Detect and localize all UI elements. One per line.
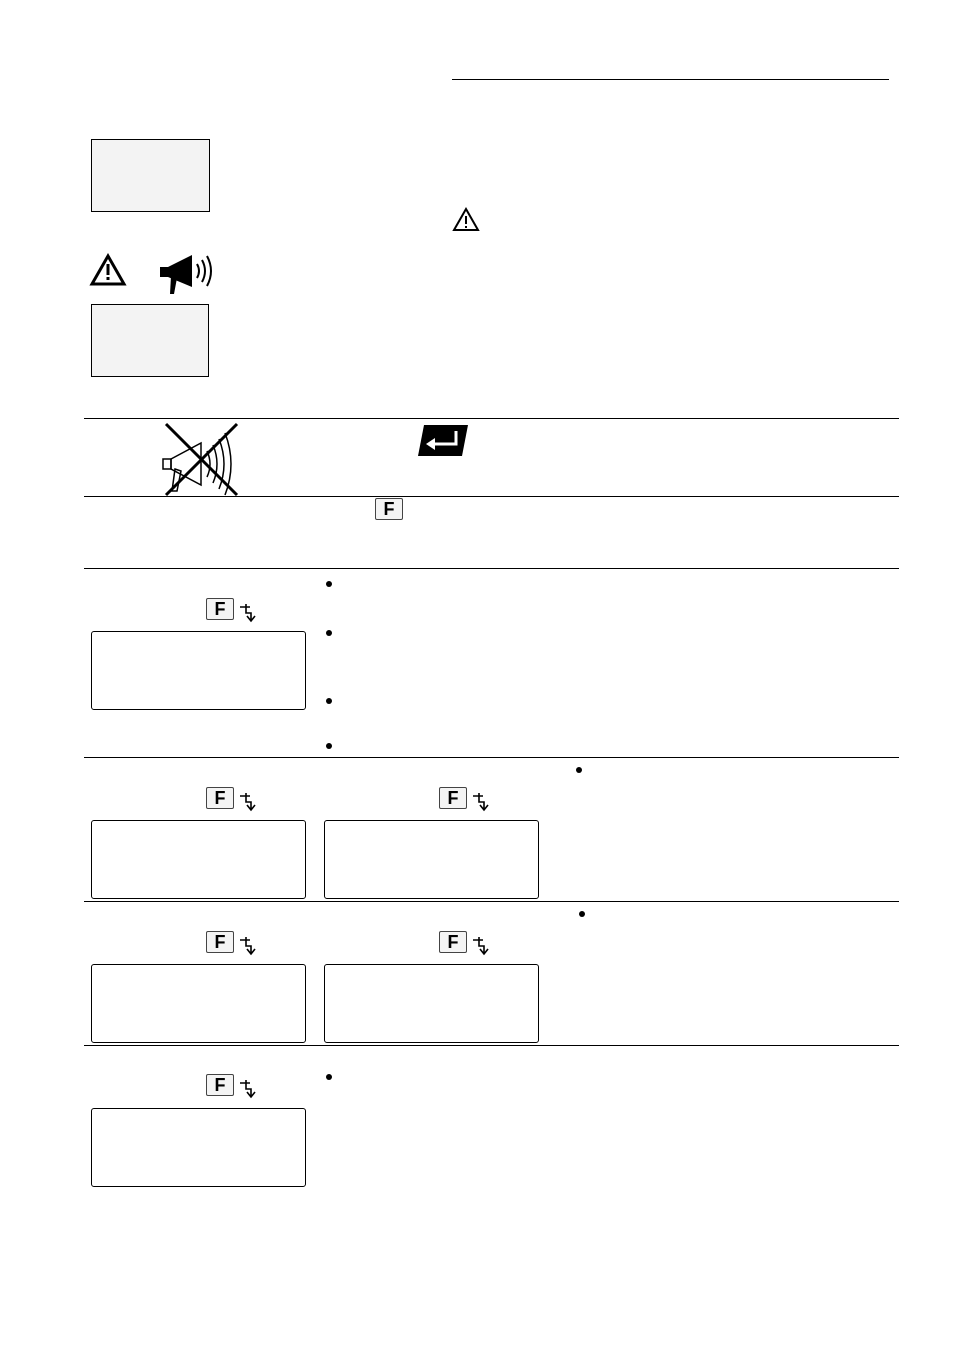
- function-key: F: [206, 598, 234, 620]
- function-key: F: [206, 931, 234, 953]
- enter-key-icon: [418, 425, 468, 456]
- step-arrow-icon: [238, 1079, 260, 1099]
- warning-triangle-icon: [89, 253, 127, 287]
- lcd-display: [91, 1108, 306, 1187]
- lcd-display: [324, 820, 539, 899]
- function-key: F: [439, 787, 467, 809]
- list-bullet: [579, 911, 585, 917]
- list-bullet: [326, 630, 332, 636]
- display-box-warning: [91, 304, 209, 377]
- list-bullet: [326, 581, 332, 587]
- step-arrow-icon: [238, 792, 260, 812]
- warning-triangle-icon: [452, 207, 480, 232]
- function-key: F: [439, 931, 467, 953]
- section-rule: [84, 1045, 899, 1046]
- list-bullet: [326, 743, 332, 749]
- list-bullet: [326, 698, 332, 704]
- list-bullet: [576, 767, 582, 773]
- lcd-display: [91, 631, 306, 710]
- function-key: F: [375, 498, 403, 520]
- section-rule: [84, 757, 899, 758]
- display-box-top: [91, 139, 210, 212]
- step-arrow-icon: [238, 936, 260, 956]
- horn-muted-icon: [157, 421, 245, 497]
- function-key: F: [206, 1074, 234, 1096]
- lcd-display: [324, 964, 539, 1043]
- header-rule: [452, 79, 889, 80]
- step-arrow-icon: [238, 603, 260, 623]
- lcd-display: [91, 820, 306, 899]
- function-key: F: [206, 787, 234, 809]
- section-rule: [84, 901, 899, 902]
- section-rule: [84, 496, 899, 497]
- step-arrow-icon: [471, 936, 493, 956]
- list-bullet: [326, 1074, 332, 1080]
- section-rule: [84, 418, 899, 419]
- section-rule: [84, 568, 899, 569]
- lcd-display: [91, 964, 306, 1043]
- step-arrow-icon: [471, 792, 493, 812]
- horn-icon: [158, 250, 218, 296]
